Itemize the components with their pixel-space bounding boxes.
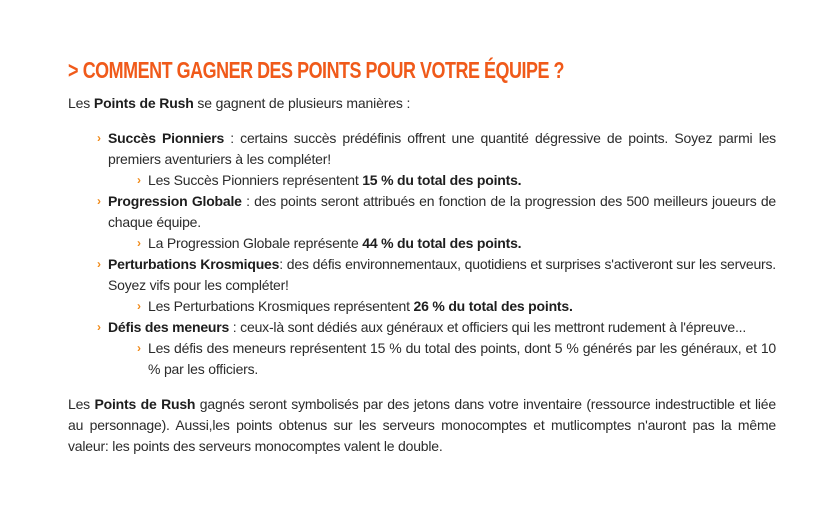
sub-list-item: [137, 170, 776, 191]
item-title: Succès Pionniers: [108, 130, 225, 146]
bullet-chevron-icon: ›: [137, 299, 141, 313]
bullet-chevron-icon: ›: [137, 236, 141, 250]
sub-list-item: [137, 296, 776, 317]
sub-item-text: La Progression Globale représente: [148, 235, 363, 251]
list-item-perturbations-krosmiques: [97, 254, 776, 317]
outro-paragraph: [68, 394, 776, 457]
outro-bold: Points de Rush: [94, 396, 196, 412]
sub-list-item: [137, 338, 776, 380]
sub-item-text: Les Perturbations Krosmiques représentent: [148, 298, 414, 314]
intro-prefix: Les: [68, 95, 94, 111]
list-item-progression-globale: [97, 191, 776, 254]
sub-list: [108, 296, 776, 317]
intro-paragraph: [68, 93, 776, 114]
heading-title: COMMENT GAGNER DES POINTS POUR VOTRE ÉQUIPE ?: [82, 57, 565, 83]
sub-list: [108, 338, 776, 380]
intro-suffix: se gagnent de plusieurs manières :: [193, 95, 411, 111]
item-text: : certains succès prédéfinis offrent une quantité dégressive de points. Soyez parmi les premiers aventuriers à les compléter!: [108, 130, 776, 167]
sub-item-bold: 44 % du total des points.: [362, 235, 522, 251]
item-text: : des défis environnementaux, quotidiens et surprises s'activeront sur les serveurs. Soyez vifs pour les compléter!: [108, 256, 776, 293]
item-text: : ceux-là sont dédiés aux généraux et officiers qui les mettront rudement à l'épreuve...: [229, 319, 747, 335]
sub-item-bold: 26 % du total des points.: [413, 298, 573, 314]
item-title: Défis des meneurs: [108, 319, 230, 335]
sub-item-text: Les défis des meneurs représentent 15 % du total des points, dont 5 % générés par les généraux, et 10 % par les officiers.: [148, 340, 776, 377]
sub-item-bold: 15 % du total des points.: [362, 172, 522, 188]
outro-suffix: gagnés seront symbolisés par des jetons dans votre inventaire (ressource indestructible et liée au personnage). Aussi,les points obtenus sur les serveurs monocomptes et mutlicomptes n'auront pas la même valeur: les points des serveurs monocomptes valent le double.: [68, 396, 776, 454]
list-item-succes-pionniers: [97, 128, 776, 191]
sub-list: [108, 233, 776, 254]
list-item-defis-des-meneurs: [97, 317, 776, 380]
bullet-chevron-icon: ›: [97, 194, 101, 208]
bullet-chevron-icon: ›: [97, 257, 101, 271]
bullet-chevron-icon: ›: [137, 341, 141, 355]
bullet-chevron-icon: ›: [97, 320, 101, 334]
article-section: [68, 55, 776, 457]
sub-list-item: [137, 233, 776, 254]
item-title: Progression Globale: [108, 193, 242, 209]
points-methods-list: [68, 128, 776, 380]
outro-prefix: Les: [68, 396, 95, 412]
intro-bold: Points de Rush: [93, 95, 194, 111]
item-title: Perturbations Krosmiques: [108, 256, 280, 272]
sub-item-text: Les Succès Pionniers représentent: [148, 172, 363, 188]
item-text: : des points seront attribués en fonction de la progression des 500 meilleurs joueurs de chaque équipe.: [108, 193, 776, 230]
chevron-right-icon: >: [68, 57, 79, 83]
bullet-chevron-icon: ›: [137, 173, 141, 187]
section-heading: [68, 55, 620, 85]
sub-list: [108, 170, 776, 191]
bullet-chevron-icon: ›: [97, 131, 101, 145]
